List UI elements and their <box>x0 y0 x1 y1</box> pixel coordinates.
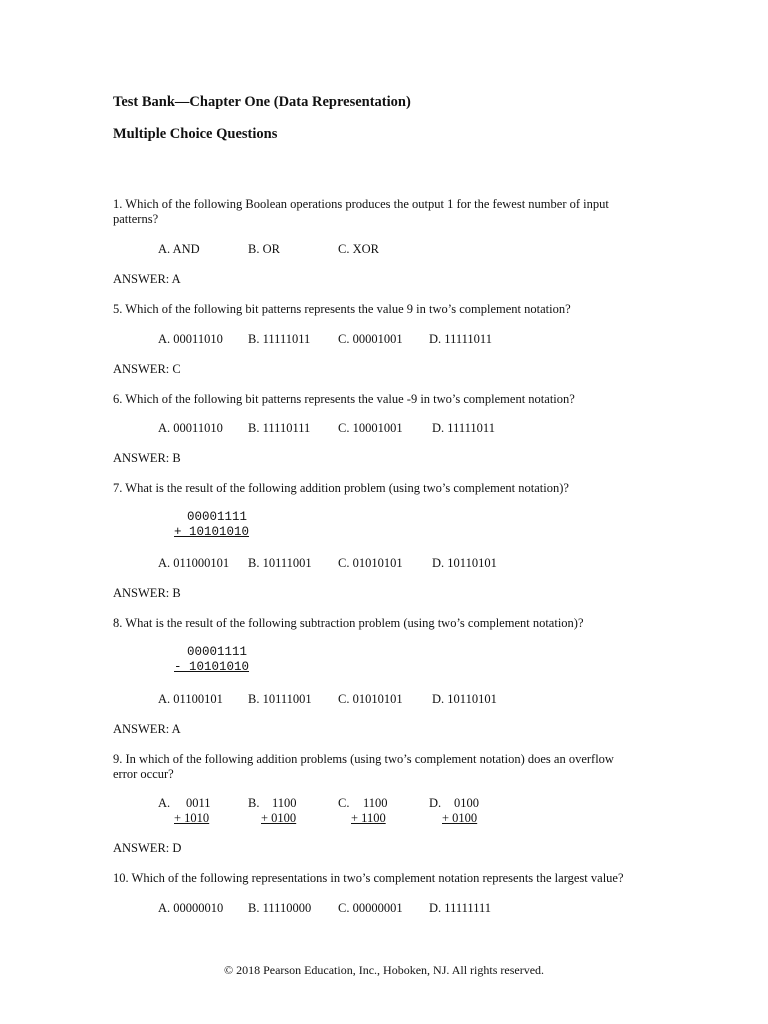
question-9-answer: ANSWER: D <box>113 841 182 855</box>
question-1-answer: ANSWER: A <box>113 272 181 286</box>
question-10-text: 10. Which of the following representations in two’s complement notation represents the largest value? <box>113 871 624 885</box>
question-8-operand-1: 00001111 <box>187 645 248 659</box>
question-7-text: 7. What is the result of the following addition problem (using two’s complement notation)? <box>113 481 569 495</box>
question-1-text: 1. Which of the following Boolean operations produces the output 1 for the fewest number of input patterns? <box>113 197 609 226</box>
question-9-option-a-top: 0011 <box>186 796 211 810</box>
question-9-option-b-label: B. <box>248 796 260 810</box>
section-heading: Multiple Choice Questions <box>113 126 278 142</box>
question-9-option-b-top: 1100 <box>272 796 297 810</box>
question-9-option-c-top: 1100 <box>363 796 388 810</box>
question-7-operand-2: + 10101010 <box>174 525 250 539</box>
question-6-option-b: B. 11110111 <box>248 421 311 435</box>
question-9-option-d-top: 0100 <box>454 796 479 810</box>
question-6-option-d: D. 11111011 <box>432 421 495 435</box>
question-7-answer: ANSWER: B <box>113 586 181 600</box>
question-1-option-b: B. OR <box>248 242 280 256</box>
question-9-option-a-label: A. <box>158 796 171 810</box>
question-5-answer: ANSWER: C <box>113 362 181 376</box>
question-9-option-a-bottom: + 1010 <box>174 811 210 825</box>
question-5-option-c: C. 00001001 <box>338 332 403 346</box>
question-10-option-a: A. 00000010 <box>158 901 224 915</box>
question-5-option-d: D. 11111011 <box>429 332 492 346</box>
question-9-option-c-bottom: + 1100 <box>351 811 386 825</box>
question-7-option-b: B. 10111001 <box>248 556 312 570</box>
question-5-text: 5. Which of the following bit patterns represents the value 9 in two’s complement notation? <box>113 302 571 316</box>
question-10-option-b: B. 11110000 <box>248 901 312 915</box>
question-9-option-d-bottom: + 0100 <box>442 811 478 825</box>
document-title: Test Bank—Chapter One (Data Representation) <box>113 94 411 110</box>
question-7-operand-1: 00001111 <box>187 510 248 524</box>
question-6-option-c: C. 10001001 <box>338 421 403 435</box>
question-6-option-a: A. 00011010 <box>158 421 223 435</box>
question-10-option-c: C. 00000001 <box>338 901 403 915</box>
copyright-footer: © 2018 Pearson Education, Inc., Hoboken, NJ. All rights reserved. <box>223 963 545 977</box>
question-8-text: 8. What is the result of the following subtraction problem (using two’s complement notation)? <box>113 616 584 630</box>
question-8-option-a: A. 01100101 <box>158 692 223 706</box>
question-9-text: 9. In which of the following addition problems (using two’s complement notation) does an overflow error occur? <box>113 752 614 781</box>
question-8-answer: ANSWER: A <box>113 722 181 736</box>
question-6-answer: ANSWER: B <box>113 451 181 465</box>
question-9-option-d-label: D. <box>429 796 442 810</box>
question-1-option-c: C. XOR <box>338 242 379 256</box>
question-8-option-d: D. 10110101 <box>432 692 497 706</box>
question-5-option-b: B. 11111011 <box>248 332 311 346</box>
question-10-option-d: D. 11111111 <box>429 901 492 915</box>
question-6-text: 6. Which of the following bit patterns represents the value -9 in two’s complement notation? <box>113 392 575 406</box>
question-7-option-a: A. 011000101 <box>158 556 230 570</box>
question-5-option-a: A. 00011010 <box>158 332 223 346</box>
question-7-option-d: D. 10110101 <box>432 556 497 570</box>
question-8-operand-2: - 10101010 <box>174 660 250 674</box>
question-9-option-b-bottom: + 0100 <box>261 811 297 825</box>
question-1-option-a: A. AND <box>158 242 200 256</box>
question-8-option-b: B. 10111001 <box>248 692 312 706</box>
question-9-option-c-label: C. <box>338 796 350 810</box>
question-7-option-c: C. 01010101 <box>338 556 403 570</box>
question-8-option-c: C. 01010101 <box>338 692 403 706</box>
